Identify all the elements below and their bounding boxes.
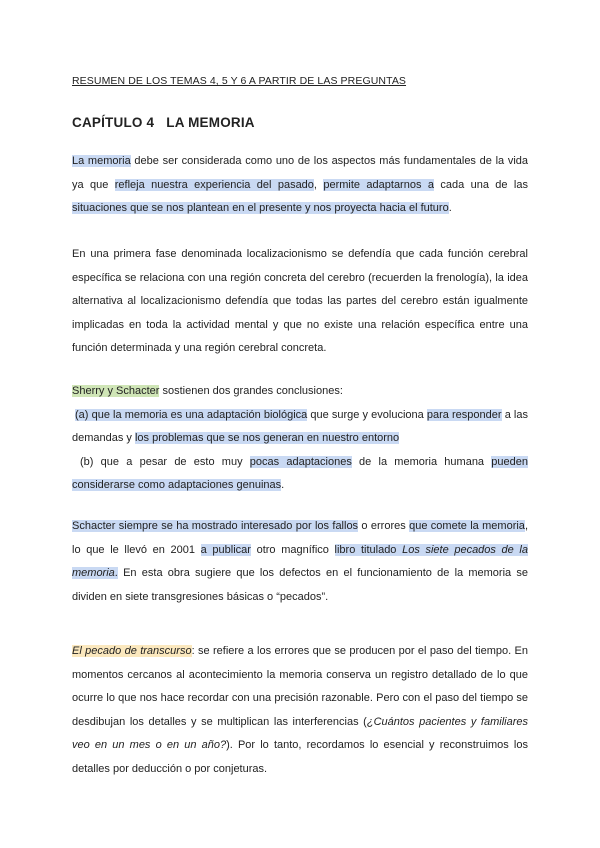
text: a las demandas y xyxy=(72,408,528,444)
text: de la memoria humana xyxy=(351,455,492,468)
text: debe ser considerada como uno de los aspectos más fundamentales de la vida ya que xyxy=(72,155,529,191)
text: En esta obra sugiere que los defectos en el funcionamiento de la memoria se dividen en siete transgresiones básicas o “pecados”. xyxy=(72,567,528,603)
document-header: RESUMEN DE LOS TEMAS 4, 5 Y 6 A PARTIR DE LAS PREGUNTAS xyxy=(72,75,407,87)
text: , lo que le llevó xyxy=(72,520,528,556)
highlight: Sherry y Schacter xyxy=(72,385,160,397)
highlight: refleja nuestra experiencia del pasado xyxy=(114,178,314,191)
highlight: . xyxy=(114,567,118,579)
highlight: pueden considerarse como adaptaciones genuinas xyxy=(72,455,528,491)
text: o errores xyxy=(358,520,410,532)
text: . xyxy=(448,202,452,214)
text: ). Por lo tanto, recordamos lo esencial y reconstruimos los detalles por deducción o por conjeturas. xyxy=(72,739,528,775)
term-highlight: El pecado de transcurso xyxy=(72,645,192,657)
highlight: que la memoria es una adaptación biológica xyxy=(88,408,308,421)
highlight: que comete la memoria xyxy=(409,520,525,532)
text: , xyxy=(313,178,324,191)
text: que surge y evoluciona xyxy=(307,408,427,421)
text: . xyxy=(281,479,285,491)
highlight: (a) xyxy=(75,408,89,421)
highlight: para responder xyxy=(426,408,502,421)
highlight: libro titulado xyxy=(334,543,403,556)
chapter-number: CAPÍTULO 4 xyxy=(72,115,155,130)
highlight: permite adaptarnos a xyxy=(323,178,434,191)
question-italic: ¿Cuántos pacientes y familiares veo en un mes o en un año? xyxy=(72,715,528,751)
chapter-heading xyxy=(72,115,255,130)
chapter-title: LA MEMORIA xyxy=(166,115,255,130)
text: (b) que a pesar de esto muy xyxy=(80,455,250,468)
conclusions-intro xyxy=(72,380,528,404)
conclusion-b xyxy=(72,451,528,498)
text: cada una de las xyxy=(433,178,528,191)
highlight: pocas adaptaciones xyxy=(249,455,352,468)
text: : se refiere a los errores que se producen por el paso del tiempo. En momentos cercanos al acontecimiento la memoria conserva un registro detallado de lo que ocurre lo que nos hace recordar con una precisión razonable. Pero con el paso del tiempo se desdibujan los detalles y se multiplican las interferencias ( xyxy=(72,645,528,728)
text: sostienen dos grandes conclusiones: xyxy=(159,385,343,397)
text: en 2001 xyxy=(147,543,201,556)
text: otro magnífico xyxy=(250,543,335,556)
paragraph-pecado-transcurso xyxy=(72,640,528,781)
highlight: a publicar xyxy=(200,543,251,556)
conclusion-a xyxy=(72,404,528,451)
paragraph-memory-intro xyxy=(72,150,528,221)
paragraph-schacter-fallos xyxy=(72,515,528,609)
highlight: La memoria xyxy=(72,155,131,167)
highlight: situaciones que se nos plantean en el presente y nos proyecta hacia el futuro xyxy=(72,202,449,214)
highlight: los problemas que se nos generan en nuestro entorno xyxy=(134,432,400,444)
paragraph-localizacionismo: En una primera fase denominada localizacionismo se defendía que cada función cerebral específica se relaciona con una región concreta del cerebro (recuerden la frenología), la idea alternativa al localizacionismo defendía que todas las partes del cerebro están igualmente implicadas en toda la actividad mental y que no existe una relación específica entre una función determinada y una región cerebral concreta. xyxy=(72,248,528,354)
book-title: Los siete pecados de la memoria xyxy=(72,543,528,579)
paragraph-sherry-schacter xyxy=(72,380,528,498)
highlight: Schacter siempre se ha mostrado interesado por los fallos xyxy=(72,520,359,532)
